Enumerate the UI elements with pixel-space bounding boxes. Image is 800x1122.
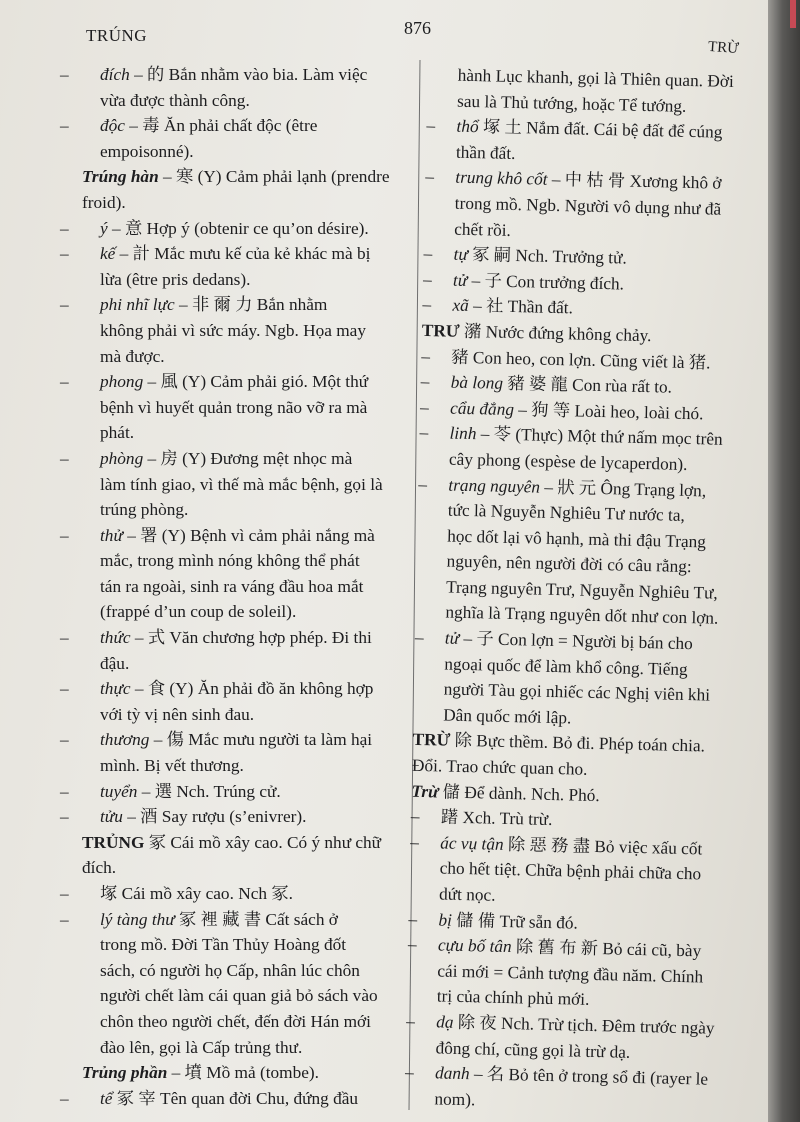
entry-line [60, 523, 405, 549]
entry-text: chết rồi. [454, 219, 512, 240]
entry-dash: – [60, 781, 69, 801]
entry-dash: – [60, 628, 69, 648]
entry-continuation [60, 395, 405, 421]
entry-text: người Tàu gọi nhiếc các Nghị viên khi [443, 679, 711, 705]
sub-headword: tử [452, 270, 468, 290]
compound-headword: Trúng hàn [82, 167, 159, 187]
entry-text: – 非 爾 力 Bắn nhằm [174, 295, 328, 315]
sub-headword: linh [449, 423, 477, 444]
entry-text: tán ra ngoài, sinh ra váng đầu hoa mắt [100, 576, 364, 596]
entry-text: Đổi. Trao chức quan cho. [411, 755, 588, 779]
entry-text: – 式 Văn chương hợp phép. Đi thi [130, 628, 372, 648]
entry-text: với tỳ vị nên sinh đau. [100, 704, 255, 724]
entry-text: – 中 枯 骨 Xương khô ở [547, 170, 722, 194]
entry-text: vừa được thành công. [100, 90, 250, 110]
entry-text: 冢 嗣 Nch. Trưởng tử. [467, 245, 628, 268]
sub-headword: phòng [100, 448, 144, 468]
entry-text: sau là Thủ tướng, hoặc Tể tướng. [456, 91, 687, 116]
entry-text: lừa (être pris dedans). [100, 269, 251, 289]
main-headword: TRƯ [421, 320, 460, 341]
entry-dash: – [422, 295, 432, 315]
entry-dash: – [60, 295, 69, 315]
entry-line-headword [60, 830, 405, 856]
entry-dash: – [60, 116, 69, 136]
entry-text: nghĩa là Trạng nguyên dốt như con lợn. [445, 603, 719, 629]
entry-text: – 意 Hợp ý (obtenir ce qu’on désire). [107, 218, 369, 238]
entry-dash: – [410, 832, 420, 852]
entry-text: 冢 宰 Tên quan đời Chu, đứng đầu [112, 1088, 359, 1108]
entry-line [60, 292, 405, 318]
sub-headword: tử [444, 628, 460, 648]
sub-headword: phi nhĩ lực [100, 295, 175, 315]
sub-headword: phong [100, 372, 144, 392]
entry-dash: – [60, 218, 69, 238]
entry-text: mắc, trong mình nóng không thể phát [100, 551, 360, 571]
entry-text: trúng phòng. [100, 500, 189, 520]
sub-headword: trung khô cốt [455, 168, 548, 190]
sub-headword: thực [100, 679, 131, 699]
entry-text: – 苓 (Thực) Một thứ nấm mọc trên [476, 424, 723, 450]
entry-text: 豬 Con heo, con lợn. Cũng viết là 猪. [451, 347, 711, 373]
entry-dash: – [60, 909, 69, 929]
entry-continuation [60, 702, 405, 728]
entry-line [60, 881, 405, 907]
sub-headword: cẩu đẳng [449, 398, 515, 419]
entry-text: – 狀 元 Ông Trạng lợn, [539, 477, 707, 500]
entry-text: 瀦 Nước đứng không chảy. [459, 321, 652, 346]
sub-headword: trạng nguyên [448, 475, 541, 497]
entry-text: trị của chính phủ mới. [436, 986, 590, 1010]
entry-text: bệnh vì huyết quản trong não vỡ ra mà [100, 397, 368, 417]
sub-headword: ác vụ tận [440, 833, 504, 854]
entry-dash: – [60, 525, 69, 545]
sub-headword: cựu bố tân [437, 935, 512, 957]
entry-dash: – [60, 65, 69, 84]
entry-text: ngoại quốc để làm khổ công. Tiếng [444, 654, 688, 679]
entry-text: 儲 備 Trữ sẵn đó. [451, 910, 579, 933]
sub-headword: kế [100, 244, 116, 264]
entry-text: chôn theo người chết, đến đời Hán mới [100, 1011, 371, 1031]
entry-dash: – [404, 1062, 414, 1083]
entry-line [60, 907, 405, 933]
entry-dash: – [407, 934, 417, 955]
entry-text: đông chí, cũng gọi là trừ dạ. [435, 1037, 631, 1062]
entry-text: 豬 婆 龍 Con rùa rất to. [502, 373, 673, 397]
entry-continuation [60, 599, 405, 625]
entry-line [60, 1086, 405, 1112]
left-column [60, 62, 405, 1111]
running-head-right: TRỪ [707, 38, 740, 58]
entry-dash: – [419, 397, 430, 417]
sub-headword: bà long [450, 372, 504, 393]
entry-line-headword [60, 190, 405, 216]
entry-text: – 子 Con trưởng đích. [467, 270, 625, 294]
entry-text: học dốt lại vô hạnh, mà thi đậu Trạng [447, 526, 707, 552]
entry-text: – 食 (Y) Ăn phải đồ ăn không hợp [130, 679, 374, 699]
entry-text: 冢 Cái mồ xây cao. Có ý như chữ [144, 832, 382, 852]
entry-text: trong mồ. Đời Tần Thủy Hoàng đốt [100, 935, 347, 955]
entry-text: mà được. [100, 346, 165, 366]
entry-text: phát. [100, 423, 135, 443]
sub-headword: dạ [436, 1012, 454, 1032]
entry-line [60, 676, 405, 702]
entry-text: – 酒 Say rượu (s’enivrer). [122, 807, 307, 827]
entry-dash: – [426, 116, 436, 136]
page-number: 876 [404, 18, 431, 38]
compound-headword: Trừ [411, 781, 439, 802]
entry-dash: – [60, 244, 69, 264]
entry-continuation [60, 932, 405, 958]
entry-text: đậu. [100, 653, 130, 673]
sub-headword: thức [100, 628, 131, 648]
entry-text: trong mồ. Ngb. Người vô dụng như đã [454, 193, 722, 219]
running-head-left: TRÚNG [86, 26, 148, 45]
entry-dash: – [60, 372, 69, 392]
entry-dash: – [423, 244, 433, 264]
entry-text: nom). [434, 1089, 476, 1110]
entry-line [60, 62, 405, 88]
entry-text: hành Lục khanh, gọi là Thiên quan. Đời [457, 65, 734, 91]
entry-continuation [60, 318, 405, 344]
sub-headword: tể [100, 1088, 113, 1108]
entry-dash: – [422, 269, 432, 289]
entry-text: – 傷 Mắc mưu người ta làm hại [149, 730, 373, 750]
entry-text: làm tính giao, vì thế mà mắc bệnh, gọi là [100, 474, 383, 494]
entry-text: – 子 Con lợn = Người bị bán cho [458, 628, 694, 654]
entry-continuation [60, 472, 405, 498]
sub-headword: danh [434, 1063, 470, 1084]
sub-headword: bị [438, 910, 453, 930]
entry-text: 除 舊 布 新 Bỏ cái cũ, bày [511, 937, 702, 961]
sub-headword: tửu [100, 807, 123, 827]
entry-text: đào lên, gọi là Cấp trủng thư. [100, 1037, 303, 1057]
entry-dash: – [408, 909, 418, 929]
entry-line [60, 446, 405, 472]
entry-continuation [60, 267, 405, 293]
entry-text: 除 夜 Nch. Trừ tịch. Đêm trước ngày [453, 1012, 715, 1038]
entry-continuation [60, 548, 405, 574]
entry-text: – 計 Mắc mưu kế của kẻ khác mà bị [115, 244, 371, 264]
entry-dash: – [60, 884, 69, 903]
entry-line [60, 779, 405, 805]
entry-dash: – [419, 423, 429, 443]
entry-continuation [60, 497, 405, 523]
sub-headword: đích [100, 65, 130, 84]
compound-headword: Trủng phần [82, 1063, 168, 1083]
entry-text: – 狗 等 Loài heo, loài chó. [513, 399, 704, 424]
entry-line [60, 241, 405, 267]
entry-continuation [60, 88, 405, 114]
entry-text: – 墳 Mồ mả (tombe). [167, 1063, 319, 1083]
entry-text: 除 惡 務 盡 Bỏ việc xấu cốt [503, 834, 703, 859]
entry-continuation [60, 1035, 405, 1061]
entry-dash: – [410, 807, 420, 827]
entry-text: đích. [82, 858, 117, 878]
sub-headword: ý [100, 218, 108, 238]
entry-text: 除 Bực thềm. Bỏ đi. Phép toán chia. [450, 731, 706, 756]
entry-text: (frappé d’un coup de soleil). [100, 602, 297, 622]
entry-text: dứt nọc. [438, 884, 496, 905]
sub-headword: lý tàng thư [100, 909, 175, 929]
right-column [404, 62, 734, 1118]
entry-text: nguyên, nên người đời có câu rằng: [446, 551, 692, 577]
entry-dash: – [60, 807, 69, 827]
entry-line-headword [60, 164, 405, 190]
entry-line-headword [60, 855, 405, 881]
entry-text: 冢 裡 藏 書 Cất sách ở [174, 909, 338, 929]
main-headword: TRỪ [412, 730, 451, 751]
entry-line [60, 625, 405, 651]
entry-text: empoisonné). [100, 141, 194, 161]
sub-headword: thổ [456, 116, 479, 137]
entry-text: 塚 土 Nắm đất. Cái bệ đất để cúng [478, 117, 723, 142]
entry-dash: – [60, 1088, 69, 1108]
entry-continuation [60, 1009, 405, 1035]
entry-text: cây phong (espèse de lycaperdon). [448, 449, 688, 474]
entry-text: Trạng nguyên Trư, Nguyễn Nghiêu Tư, [445, 577, 718, 603]
sub-headword: độc [100, 116, 125, 136]
entry-dash: – [60, 679, 69, 699]
entry-continuation [60, 753, 405, 779]
entry-text: người chết làm cái quan giả bỏ sách vào [100, 986, 378, 1006]
entry-text: – 寒 (Y) Cảm phải lạnh (prendre [158, 167, 390, 187]
entry-dash: – [60, 448, 69, 468]
entry-dash: – [406, 1011, 416, 1031]
entry-continuation [60, 958, 405, 984]
entry-text: thần đất. [455, 142, 516, 163]
entry-line [60, 727, 405, 753]
entry-text: – 毒 Ăn phải chất độc (être [124, 116, 318, 136]
sub-headword: thử [100, 525, 123, 545]
entry-continuation [60, 344, 405, 370]
entry-text: froid). [82, 192, 126, 212]
entry-continuation [60, 651, 405, 677]
entry-dash: – [420, 372, 430, 392]
sub-headword: xã [452, 295, 470, 316]
entry-text: sách, có người họ Cấp, nhân lúc chôn [100, 960, 360, 980]
entry-dash: – [60, 730, 69, 750]
entry-text: – 名 Bỏ tên ở trong sổ đi (rayer le [469, 1064, 709, 1089]
entry-continuation [60, 983, 405, 1009]
entry-text: mình. Bị vết thương. [100, 756, 244, 776]
entry-dash: – [421, 346, 431, 366]
entry-continuation [60, 574, 405, 600]
entry-text: tức là Nguyễn Nghiêu Tư nước ta, [447, 500, 686, 526]
entry-text: – 社 Thần đất. [468, 296, 574, 318]
entry-text: cái mới = Cảnh tượng đầu năm. Chính [437, 961, 704, 987]
entry-dash: – [425, 167, 435, 187]
entry-continuation [60, 420, 405, 446]
entry-text: – 風 (Y) Cảm phải gió. Một thứ [143, 372, 369, 392]
entry-text: – 選 Nch. Trúng cử. [137, 781, 281, 801]
sub-headword: tuyển [100, 781, 138, 801]
sub-headword: thương [100, 730, 150, 750]
book-edge [768, 0, 800, 1122]
entry-line [60, 369, 405, 395]
entry-text: – 的 Bắn nhằm vào bia. Làm việc [129, 65, 368, 84]
entry-text: 躇 Xch. Trù trừ. [440, 807, 553, 830]
sub-headword: tự [453, 244, 469, 265]
entry-line [60, 216, 405, 242]
entry-text: – 房 (Y) Đương mệt nhọc mà [143, 448, 353, 468]
bookmark-ribbon [790, 0, 796, 28]
entry-line-headword [60, 1060, 405, 1086]
entry-continuation [60, 139, 405, 165]
entry-dash: – [414, 627, 424, 648]
entry-dash: – [418, 474, 428, 494]
entry-text: 塚 Cái mồ xây cao. Nch 冢. [100, 884, 293, 903]
entry-line [60, 804, 405, 830]
entry-text: – 署 (Y) Bệnh vì cảm phải nắng mà [122, 525, 375, 545]
entry-text: không phải vì sức máy. Ngb. Họa may [100, 320, 366, 340]
entry-text: Dân quốc mới lập. [442, 705, 572, 728]
entry-text: 儲 Để dành. Nch. Phó. [438, 782, 600, 805]
entry-text: cho hết tiệt. Chữa bệnh phải chữa cho [439, 858, 702, 884]
main-headword: TRỦNG [82, 832, 145, 852]
entry-line [60, 113, 405, 139]
